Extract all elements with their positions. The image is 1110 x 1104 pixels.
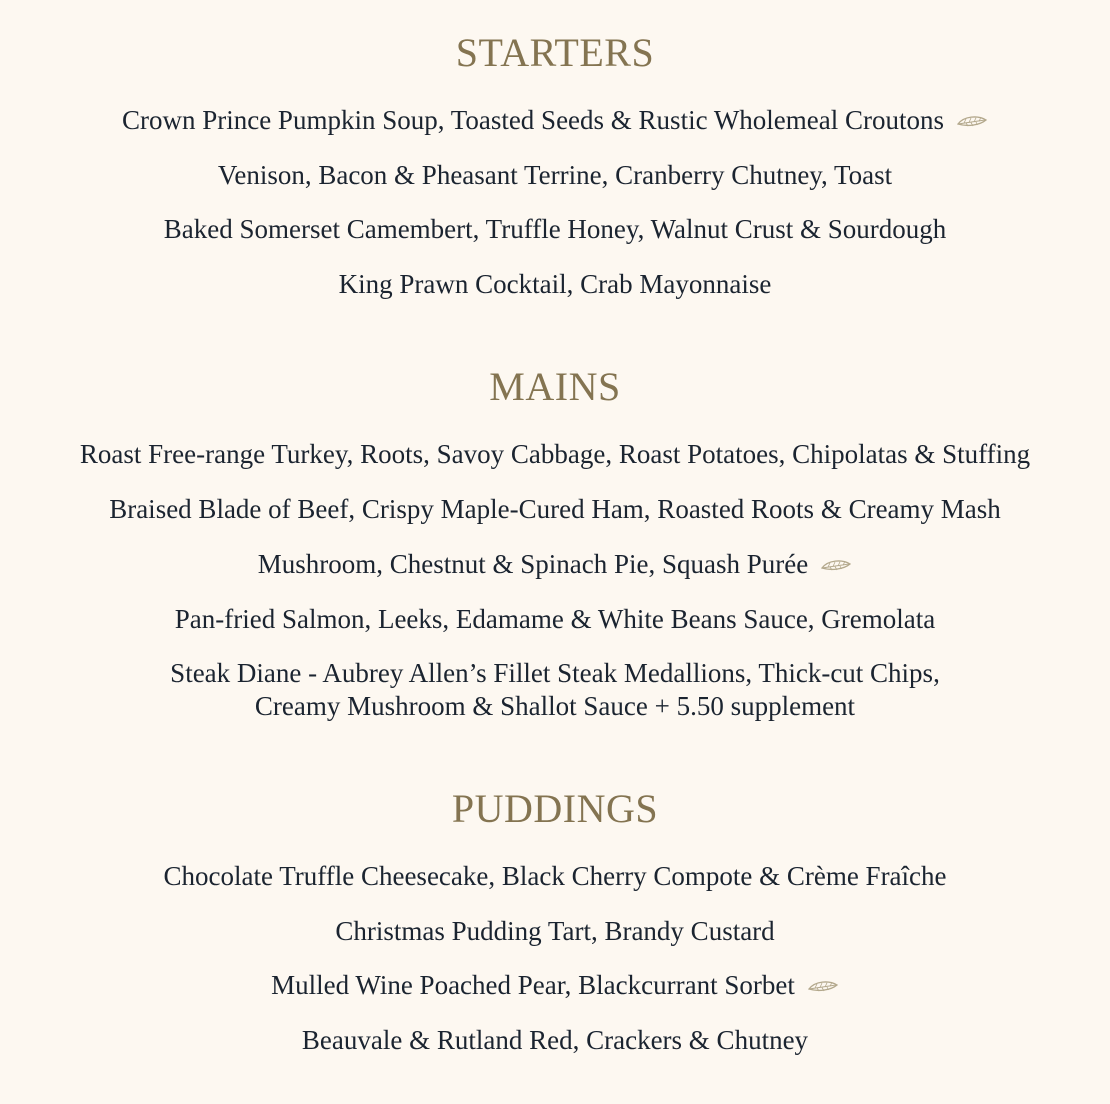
leaf-icon: [956, 114, 988, 128]
menu-item-text: Mushroom, Chestnut & Spinach Pie, Squash Purée: [257, 549, 809, 579]
menu-item-text: Braised Blade of Beef, Crispy Maple-Cured Ham, Roasted Roots & Creamy Mash: [109, 494, 1001, 524]
menu-item: [0, 104, 1110, 137]
leaf-icon: [807, 979, 839, 993]
menu-item: [0, 969, 1110, 1002]
menu-item: [0, 159, 1110, 192]
menu-item: [0, 213, 1110, 246]
menu-item: [0, 860, 1110, 893]
menu-item-text: King Prawn Cocktail, Crab Mayonnaise: [338, 269, 772, 299]
menu-item-text: Mulled Wine Poached Pear, Blackcurrant Sorbet: [271, 970, 795, 1000]
menu-item-text-line-1: Steak Diane - Aubrey Allen’s Fillet Steak Medallions, Thick-cut Chips,: [170, 658, 940, 688]
menu-item: [0, 268, 1110, 301]
menu-item-text: Venison, Bacon & Pheasant Terrine, Cranberry Chutney, Toast: [217, 160, 893, 190]
menu-item: [0, 657, 1110, 723]
section-title-puddings: PUDDINGS: [451, 786, 659, 831]
menu-item-text: Crown Prince Pumpkin Soup, Toasted Seeds & Rustic Wholemeal Croutons: [121, 105, 945, 135]
menu-item-text: Chocolate Truffle Cheesecake, Black Cherry Compote & Crème Fraîche: [163, 861, 947, 891]
menu-item-text: Baked Somerset Camembert, Truffle Honey, Walnut Crust & Sourdough: [163, 214, 947, 244]
menu-item-text: Christmas Pudding Tart, Brandy Custard: [335, 916, 775, 946]
menu-item: [0, 603, 1110, 636]
menu-item-text-line-2: Creamy Mushroom & Shallot Sauce + 5.50 supplement: [254, 691, 856, 721]
menu-item: [0, 548, 1110, 581]
section-title-starters: STARTERS: [455, 30, 655, 75]
menu-item-text: Beauvale & Rutland Red, Crackers & Chutney: [301, 1025, 809, 1055]
section-title-mains: MAINS: [489, 364, 621, 409]
menu-item-text: Roast Free-range Turkey, Roots, Savoy Cabbage, Roast Potatoes, Chipolatas & Stuffing: [79, 439, 1031, 469]
menu-item: [0, 915, 1110, 948]
menu-item-text: Pan-fried Salmon, Leeks, Edamame & White Beans Sauce, Gremolata: [174, 604, 936, 634]
leaf-icon: [820, 558, 852, 572]
menu-item: [0, 438, 1110, 471]
menu-item: [0, 493, 1110, 526]
menu-item: [0, 1024, 1110, 1057]
